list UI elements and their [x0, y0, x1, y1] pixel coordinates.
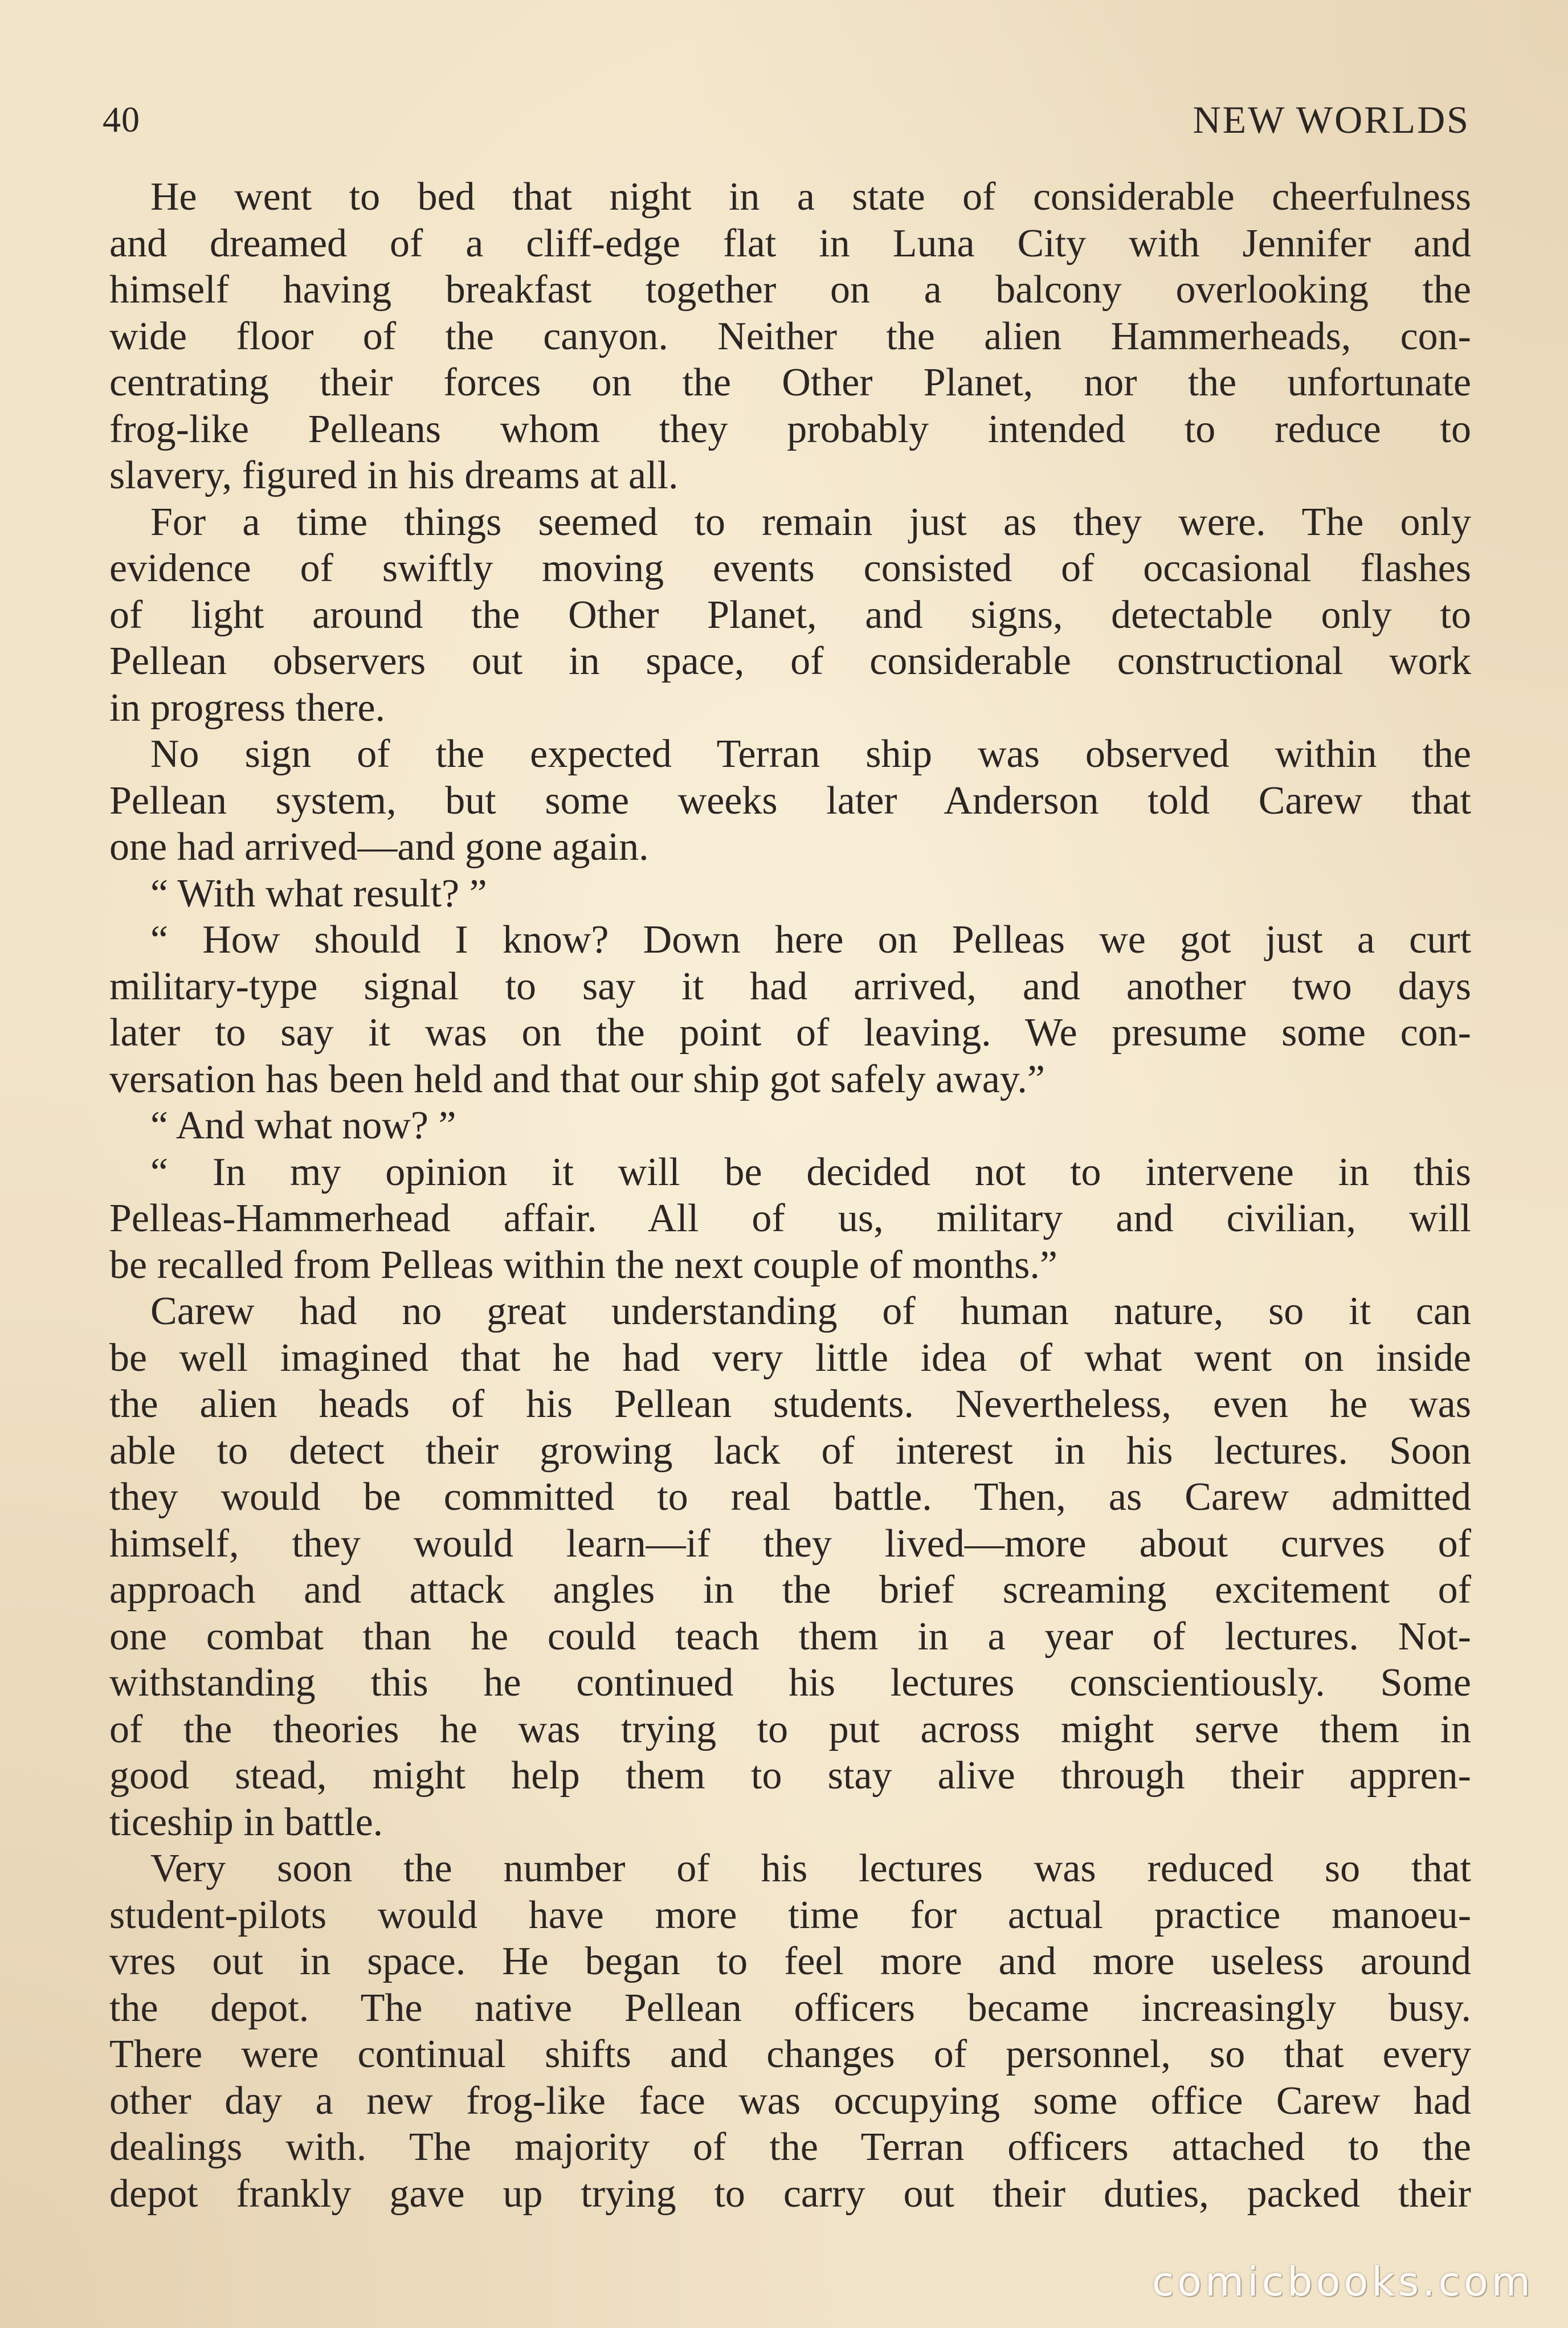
text-line: “ And what now? ”	[150, 1104, 456, 1147]
text-line: good stead, might help them to stay alive through their appren-	[109, 1754, 1471, 1798]
page-number: 40	[103, 99, 140, 140]
text-line: be recalled from Pelleas within the next couple of months.”	[109, 1243, 1057, 1287]
text-line: For a time things seemed to remain just as they were. The only	[150, 500, 1471, 544]
text-line: one combat than he could teach them in a year of lectures. Not-	[109, 1614, 1471, 1659]
text-line: they would be committed to real battle. Then, as Carew admitted	[109, 1475, 1471, 1519]
text-line: himself having breakfast together on a balcony overlooking the	[109, 268, 1471, 312]
text-line: dealings with. The majority of the Terran officers attached to the	[109, 2125, 1471, 2169]
text-line: wide floor of the canyon. Neither the alien Hammerheads, con-	[109, 314, 1471, 358]
text-line: “ In my opinion it will be decided not to intervene in this	[150, 1150, 1471, 1194]
text-line: the alien heads of his Pellean students. Nevertheless, even he was	[109, 1382, 1471, 1426]
text-line: approach and attack angles in the brief screaming excitement of	[109, 1568, 1471, 1612]
text-line: withstanding this he continued his lectures conscientiously. Some	[109, 1661, 1471, 1705]
text-line: the depot. The native Pellean officers became increasingly busy.	[109, 1986, 1471, 2030]
text-line: vres out in space. He began to feel more and more useless around	[109, 1939, 1471, 1983]
text-line: student-pilots would have more time for actual practice manoeu-	[109, 1893, 1471, 1937]
text-line: of the theories he was trying to put across might serve them in	[109, 1707, 1471, 1751]
watermark: comicbooks.com	[1152, 2258, 1534, 2305]
text-line: Carew had no great understanding of human nature, so it can	[150, 1289, 1471, 1333]
text-line: able to detect their growing lack of interest in his lectures. Soon	[109, 1428, 1471, 1473]
text-line: in progress there.	[109, 685, 386, 730]
text-line: Very soon the number of his lectures was reduced so that	[150, 1847, 1471, 1890]
body-text	[109, 174, 1471, 2217]
text-line: Pellean observers out in space, of considerable constructional work	[109, 639, 1471, 683]
text-line: versation has been held and that our ship got safely away.”	[109, 1057, 1045, 1101]
text-line: himself, they would learn—if they lived—more about curves of	[109, 1521, 1471, 1566]
text-line: centrating their forces on the Other Planet, nor the unfortunate	[109, 361, 1471, 405]
text-line: be well imagined that he had very little idea of what went on inside	[109, 1335, 1471, 1380]
text-line: No sign of the expected Terran ship was observed within the	[150, 732, 1471, 776]
text-line: Pelleas-Hammerhead affair. All of us, military and civilian, will	[109, 1196, 1471, 1240]
text-line: depot frankly gave up trying to carry out their duties, packed their	[109, 2171, 1471, 2216]
text-line: ticeship in battle.	[109, 1800, 383, 1844]
text-line: There were continual shifts and changes of personnel, so that every	[109, 2032, 1471, 2076]
text-line: military-type signal to say it had arrived, and another two days	[109, 964, 1471, 1008]
text-line: frog-like Pelleans whom they probably intended to reduce to	[109, 407, 1471, 451]
text-line: later to say it was on the point of leaving. We presume some con-	[109, 1011, 1471, 1055]
text-line: evidence of swiftly moving events consisted of occasional flashes	[109, 546, 1471, 590]
text-line: He went to bed that night in a state of considerable cheerfulness	[150, 175, 1471, 219]
text-line: and dreamed of a cliff-edge flat in Luna City with Jennifer and	[109, 221, 1471, 266]
text-line: Pellean system, but some weeks later Anderson told Carew that	[109, 778, 1471, 823]
text-line: “ With what result? ”	[150, 871, 487, 916]
running-title: NEW WORLDS	[1193, 98, 1470, 141]
text-line: one had arrived—and gone again.	[109, 825, 649, 869]
text-line: “ How should I know? Down here on Pelleas we got just a curt	[150, 918, 1471, 962]
page-header	[103, 85, 1470, 154]
text-line: other day a new frog-like face was occupying some office Carew had	[109, 2078, 1471, 2123]
text-line: slavery, figured in his dreams at all.	[109, 454, 679, 497]
text-line: of light around the Other Planet, and signs, detectable only to	[109, 593, 1471, 637]
